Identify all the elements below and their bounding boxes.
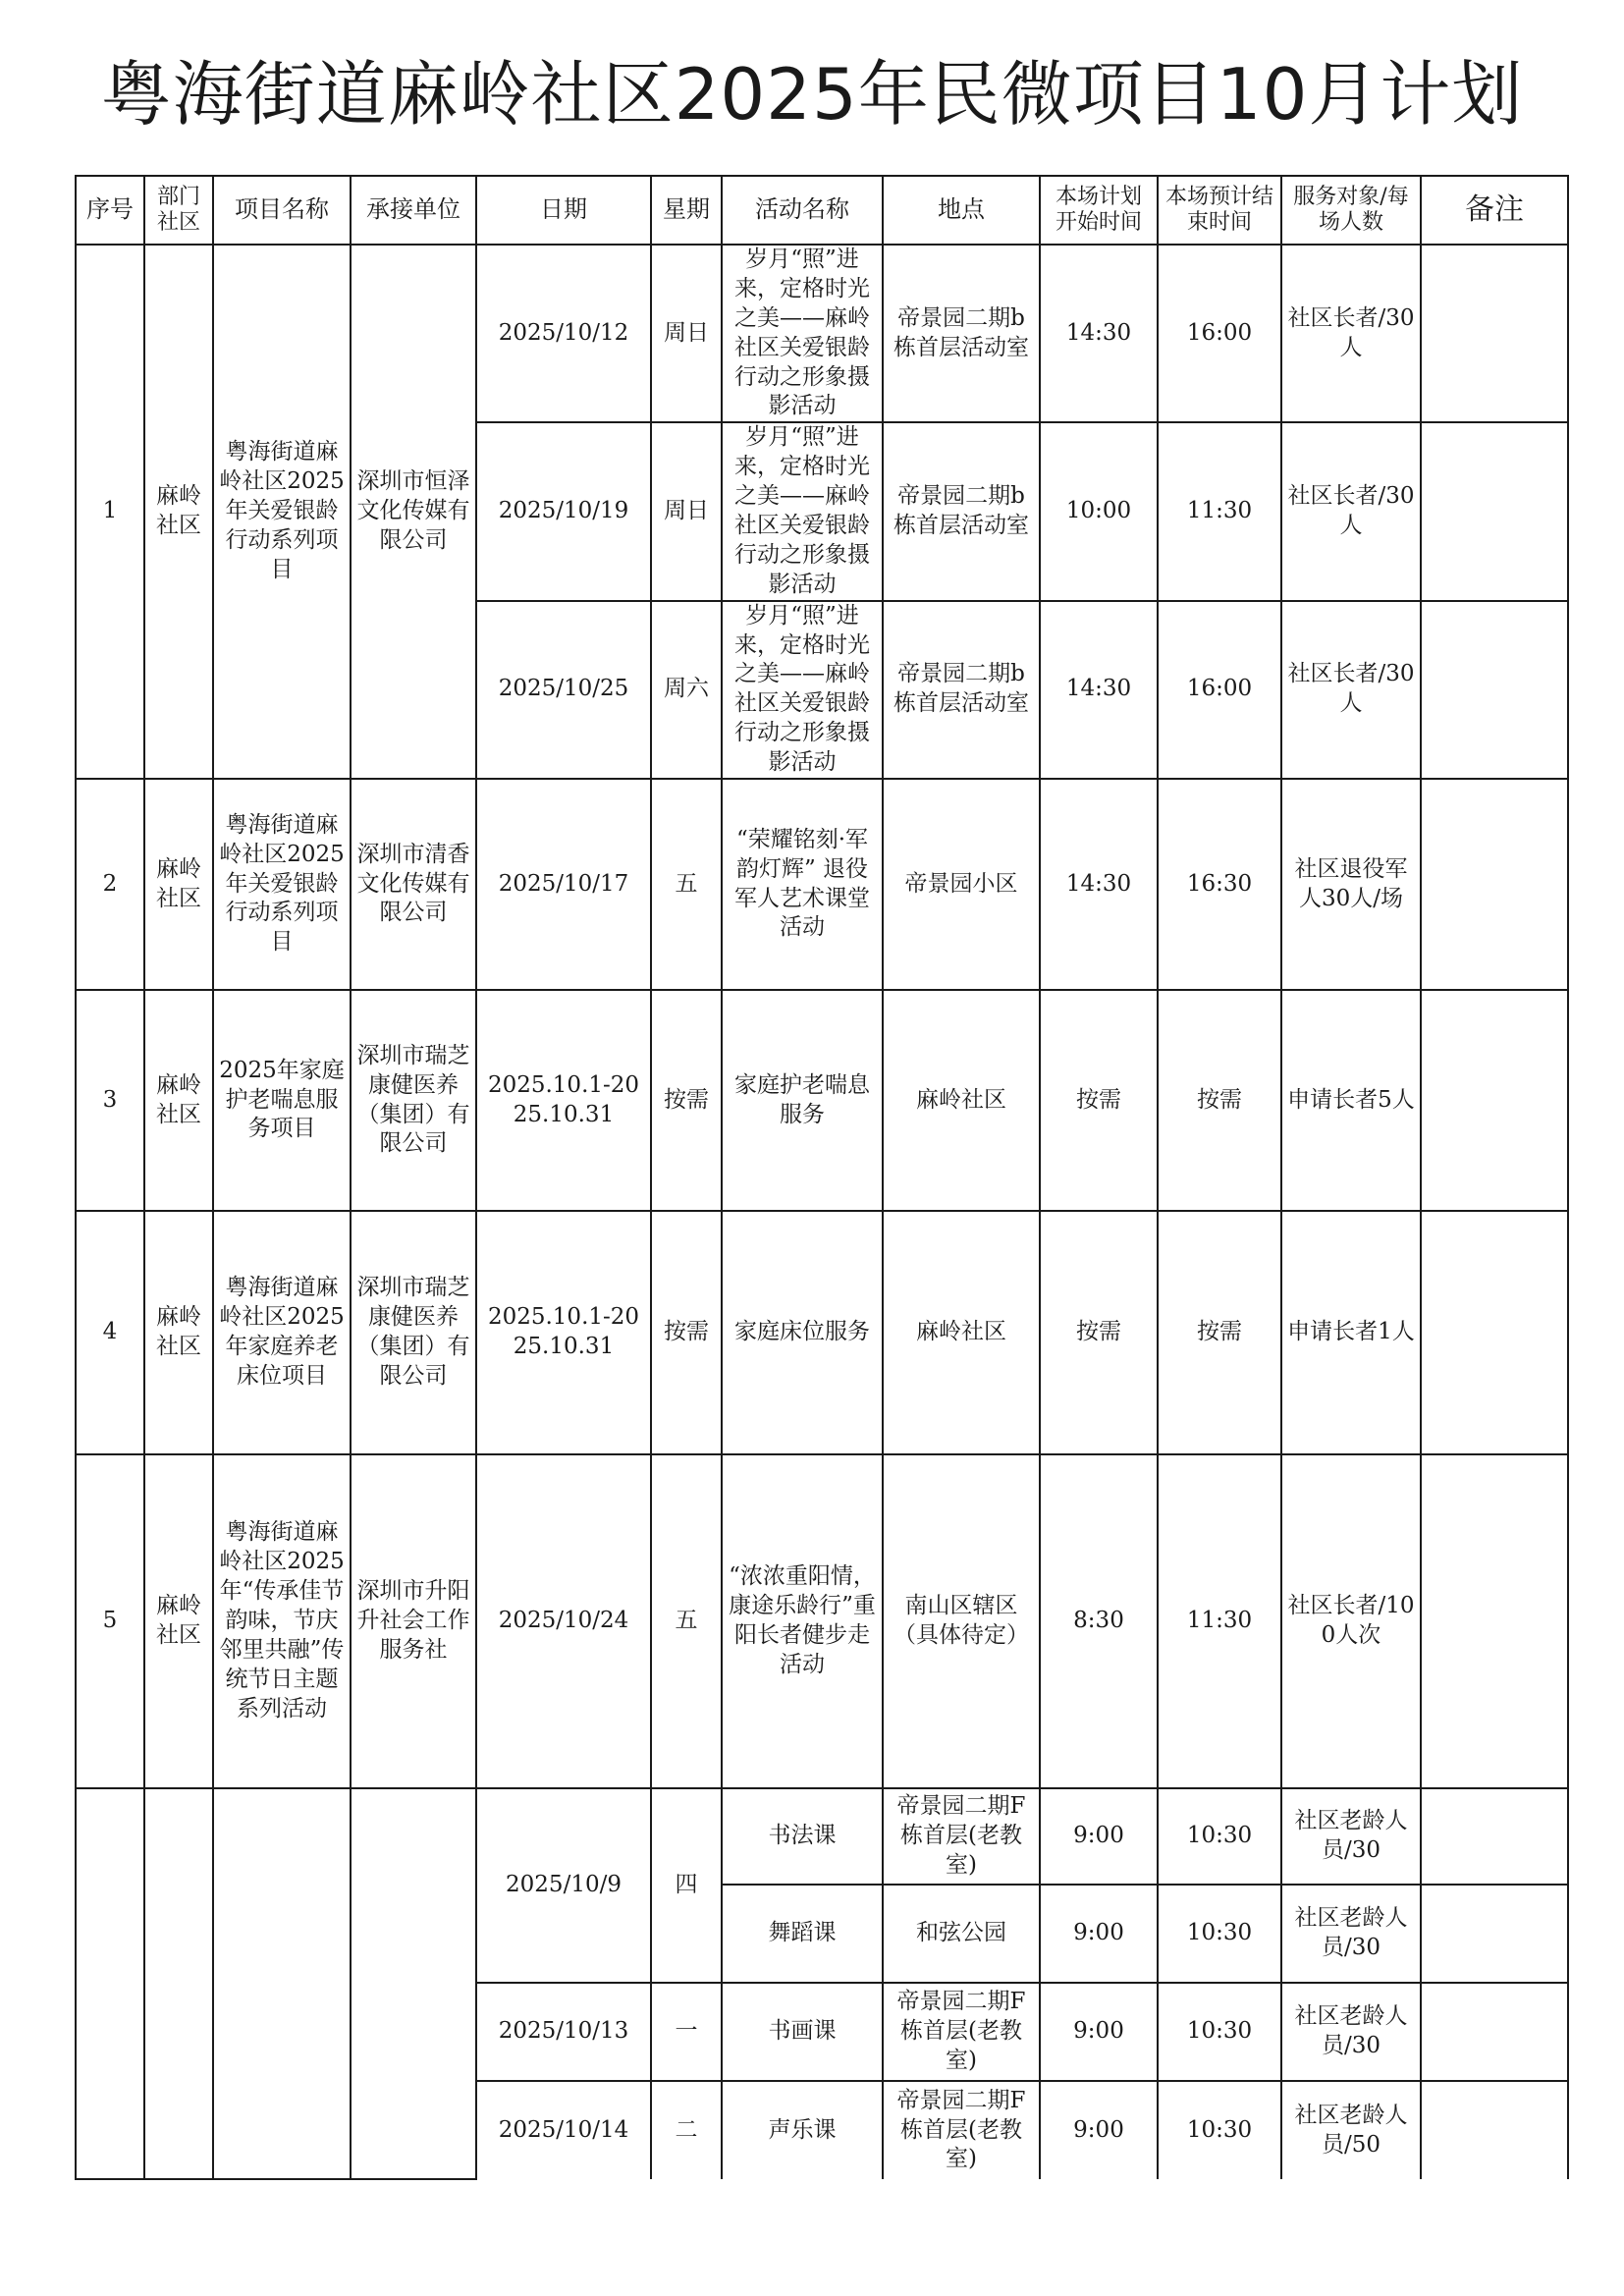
cell-target: 社区长者/100人次 <box>1281 1454 1421 1788</box>
cell-start: 按需 <box>1040 1211 1158 1454</box>
cell-target: 社区老龄人员/30 <box>1281 1788 1421 1885</box>
header-dept: 部门社区 <box>144 176 213 245</box>
header-target: 服务对象/每场人数 <box>1281 176 1421 245</box>
page-title: 粤海街道麻岭社区2025年民微项目10月计划 <box>100 53 1524 136</box>
header-row <box>76 176 1568 245</box>
header-start: 本场计划开始时间 <box>1040 176 1158 245</box>
cell-start: 9:00 <box>1040 1885 1158 1983</box>
table-row <box>76 779 1568 990</box>
cell-start: 按需 <box>1040 990 1158 1211</box>
cell-project: 粤海街道麻岭社区2025年关爱银龄行动系列项目 <box>213 779 351 990</box>
cell-date: 2025.10.1-2025.10.31 <box>476 990 651 1211</box>
cell-location: 帝景园二期F栋首层(老教室) <box>883 2081 1040 2179</box>
table-row <box>76 245 1568 422</box>
header-activity: 活动名称 <box>722 176 883 245</box>
cell-target: 社区退役军人30人/场 <box>1281 779 1421 990</box>
cell-remark <box>1421 1211 1568 1454</box>
header-contractor: 承接单位 <box>351 176 476 245</box>
cell-end: 按需 <box>1158 990 1281 1211</box>
header-remark: 备注 <box>1421 176 1568 245</box>
cell-activity: “浓浓重阳情，康途乐龄行”重阳长者健步走活动 <box>722 1454 883 1788</box>
cell-location: 帝景园二期b栋首层活动室 <box>883 601 1040 779</box>
cell-activity: 声乐课 <box>722 2081 883 2179</box>
header-seq: 序号 <box>76 176 144 245</box>
cell-seq: 3 <box>76 990 144 1211</box>
cell-end: 11:30 <box>1158 1454 1281 1788</box>
cell-activity: 岁月“照”进来，定格时光之美——麻岭社区关爱银龄行动之形象摄影活动 <box>722 245 883 422</box>
cell-contractor: 深圳市清香文化传媒有限公司 <box>351 779 476 990</box>
cell-dept <box>144 1788 213 2179</box>
table-row <box>76 990 1568 1211</box>
cell-date: 2025/10/24 <box>476 1454 651 1788</box>
cell-end: 16:00 <box>1158 601 1281 779</box>
cell-date: 2025/10/17 <box>476 779 651 990</box>
cell-target: 社区长者/30人 <box>1281 422 1421 600</box>
header-end: 本场预计结束时间 <box>1158 176 1281 245</box>
cell-start: 9:00 <box>1040 2081 1158 2179</box>
table-row <box>76 1788 1568 1885</box>
cell-date: 2025/10/13 <box>476 1983 651 2081</box>
cell-location: 麻岭社区 <box>883 1211 1040 1454</box>
cell-weekday: 五 <box>651 1454 722 1788</box>
cell-remark <box>1421 1788 1568 1885</box>
cell-date: 2025/10/9 <box>476 1788 651 1983</box>
cell-dept: 麻岭社区 <box>144 1454 213 1788</box>
cell-remark <box>1421 990 1568 1211</box>
cell-remark <box>1421 422 1568 600</box>
cell-start: 14:30 <box>1040 601 1158 779</box>
cell-location: 帝景园二期F栋首层(老教室) <box>883 1983 1040 2081</box>
cell-activity: 书画课 <box>722 1983 883 2081</box>
cell-location: 麻岭社区 <box>883 990 1040 1211</box>
cell-remark <box>1421 779 1568 990</box>
cell-project: 粤海街道麻岭社区2025年“传承佳节韵味，节庆邻里共融”传统节日主题系列活动 <box>213 1454 351 1788</box>
cell-end: 10:30 <box>1158 1885 1281 1983</box>
cell-date: 2025.10.1-2025.10.31 <box>476 1211 651 1454</box>
cell-weekday: 一 <box>651 1983 722 2081</box>
cell-remark <box>1421 245 1568 422</box>
cell-weekday: 按需 <box>651 990 722 1211</box>
cell-weekday: 五 <box>651 779 722 990</box>
cell-end: 16:30 <box>1158 779 1281 990</box>
cell-contractor: 深圳市恒泽文化传媒有限公司 <box>351 245 476 779</box>
cell-end: 10:30 <box>1158 1983 1281 2081</box>
cell-target: 社区老龄人员/30 <box>1281 1983 1421 2081</box>
cell-start: 9:00 <box>1040 1788 1158 1885</box>
cell-weekday: 按需 <box>651 1211 722 1454</box>
cell-dept: 麻岭社区 <box>144 779 213 990</box>
cell-activity: 书法课 <box>722 1788 883 1885</box>
cell-location: 帝景园二期b栋首层活动室 <box>883 245 1040 422</box>
cell-remark <box>1421 1983 1568 2081</box>
cell-contractor: 深圳市升阳升社会工作服务社 <box>351 1454 476 1788</box>
cell-start: 8:30 <box>1040 1454 1158 1788</box>
cell-location: 和弦公园 <box>883 1885 1040 1983</box>
cell-weekday: 周日 <box>651 422 722 600</box>
cell-contractor <box>351 1788 476 2179</box>
cell-start: 14:30 <box>1040 245 1158 422</box>
cell-target: 社区老龄人员/30 <box>1281 1885 1421 1983</box>
cell-target: 社区长者/30人 <box>1281 245 1421 422</box>
header-date: 日期 <box>476 176 651 245</box>
table-row <box>76 1454 1568 1788</box>
cell-weekday: 周六 <box>651 601 722 779</box>
cell-seq: 5 <box>76 1454 144 1788</box>
cell-seq: 1 <box>76 245 144 779</box>
header-location: 地点 <box>883 176 1040 245</box>
cell-weekday: 二 <box>651 2081 722 2179</box>
cell-location: 帝景园小区 <box>883 779 1040 990</box>
cell-activity: 岁月“照”进来，定格时光之美——麻岭社区关爱银龄行动之形象摄影活动 <box>722 422 883 600</box>
header-project: 项目名称 <box>213 176 351 245</box>
cell-seq <box>76 1788 144 2179</box>
cell-remark <box>1421 1885 1568 1983</box>
plan-table <box>75 175 1569 2180</box>
cell-target: 申请长者1人 <box>1281 1211 1421 1454</box>
cell-end: 10:30 <box>1158 2081 1281 2179</box>
cell-end: 11:30 <box>1158 422 1281 600</box>
cell-seq: 4 <box>76 1211 144 1454</box>
cell-seq: 2 <box>76 779 144 990</box>
cell-activity: 舞蹈课 <box>722 1885 883 1983</box>
cell-activity: “荣耀铭刻·军韵灯辉” 退役军人艺术课堂活动 <box>722 779 883 990</box>
cell-project: 粤海街道麻岭社区2025年关爱银龄行动系列项目 <box>213 245 351 779</box>
cell-start: 14:30 <box>1040 779 1158 990</box>
cell-weekday: 周日 <box>651 245 722 422</box>
cell-end: 按需 <box>1158 1211 1281 1454</box>
cell-activity: 家庭护老喘息服务 <box>722 990 883 1211</box>
cell-remark <box>1421 601 1568 779</box>
header-weekday: 星期 <box>651 176 722 245</box>
cell-dept: 麻岭社区 <box>144 1211 213 1454</box>
cell-target: 社区老龄人员/50 <box>1281 2081 1421 2179</box>
cell-project: 粤海街道麻岭社区2025年家庭养老床位项目 <box>213 1211 351 1454</box>
cell-start: 10:00 <box>1040 422 1158 600</box>
cell-contractor: 深圳市瑞芝康健医养（集团）有限公司 <box>351 990 476 1211</box>
cell-remark <box>1421 2081 1568 2179</box>
cell-dept: 麻岭社区 <box>144 245 213 779</box>
table-row <box>76 1211 1568 1454</box>
cell-activity: 岁月“照”进来，定格时光之美——麻岭社区关爱银龄行动之形象摄影活动 <box>722 601 883 779</box>
cell-date: 2025/10/19 <box>476 422 651 600</box>
cell-weekday: 四 <box>651 1788 722 1983</box>
cell-end: 16:00 <box>1158 245 1281 422</box>
cell-end: 10:30 <box>1158 1788 1281 1885</box>
cell-target: 申请长者5人 <box>1281 990 1421 1211</box>
cell-project: 2025年家庭护老喘息服务项目 <box>213 990 351 1211</box>
cell-location: 帝景园二期b栋首层活动室 <box>883 422 1040 600</box>
cell-date: 2025/10/12 <box>476 245 651 422</box>
cell-contractor: 深圳市瑞芝康健医养（集团）有限公司 <box>351 1211 476 1454</box>
cell-location: 南山区辖区（具体待定） <box>883 1454 1040 1788</box>
cell-project <box>213 1788 351 2179</box>
cell-start: 9:00 <box>1040 1983 1158 2081</box>
cell-remark <box>1421 1454 1568 1788</box>
cell-location: 帝景园二期F栋首层(老教室) <box>883 1788 1040 1885</box>
cell-date: 2025/10/25 <box>476 601 651 779</box>
cell-date: 2025/10/14 <box>476 2081 651 2179</box>
cell-activity: 家庭床位服务 <box>722 1211 883 1454</box>
cell-target: 社区长者/30人 <box>1281 601 1421 779</box>
cell-dept: 麻岭社区 <box>144 990 213 1211</box>
